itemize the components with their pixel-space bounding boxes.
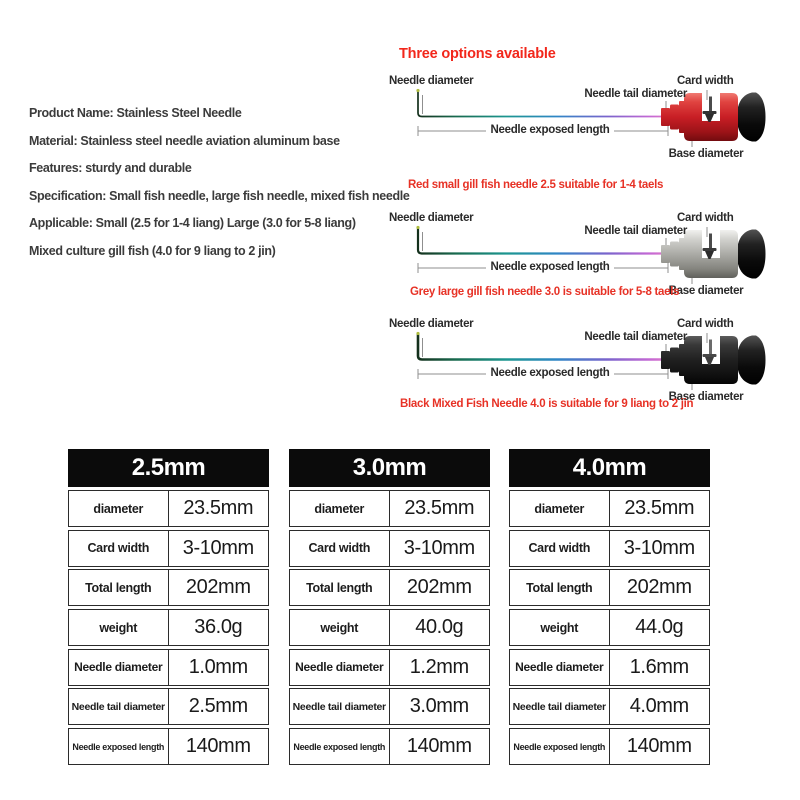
table-row bbox=[68, 609, 269, 646]
row-label: Total length bbox=[69, 570, 169, 605]
caption-black-needle: Black Mixed Fish Needle 4.0 is suitable for 9 liang to 2 jin bbox=[400, 398, 694, 410]
row-value: 2.5mm bbox=[188, 695, 248, 718]
row-label: diameter bbox=[510, 491, 610, 526]
applicable-line: Applicable: Small (2.5 for 1-4 liang) Large (3.0 for 5-8 liang) bbox=[29, 216, 356, 231]
row-value: 202mm bbox=[626, 576, 692, 599]
row-label: Needle exposed length bbox=[510, 729, 610, 764]
row-label: Needle exposed length bbox=[290, 729, 390, 764]
specification-line: Specification: Small fish needle, large fish needle, mixed fish needle bbox=[29, 188, 410, 203]
table-row bbox=[289, 688, 490, 725]
row-value: 1.0mm bbox=[188, 655, 248, 678]
options-title: Three options available bbox=[399, 46, 556, 62]
table-row bbox=[68, 530, 269, 567]
card-width-label: Card width bbox=[677, 75, 734, 87]
row-value: 3-10mm bbox=[182, 536, 254, 559]
needle-exposed-length-label: Needle exposed length bbox=[490, 366, 610, 379]
table-row bbox=[68, 728, 269, 765]
row-label: Needle diameter bbox=[510, 650, 610, 685]
row-label: diameter bbox=[290, 491, 390, 526]
needle-diameter-label: Needle diameter bbox=[389, 318, 474, 330]
spec-table-4-0mm bbox=[509, 449, 710, 765]
row-value: 202mm bbox=[406, 576, 472, 599]
spec-table-size-header: 4.0mm bbox=[509, 449, 710, 487]
knurled-knob bbox=[738, 336, 766, 385]
needle-tail-diameter-label: Needle tail diameter bbox=[584, 88, 687, 100]
row-value: 23.5mm bbox=[404, 497, 475, 519]
screw-shaft bbox=[709, 234, 712, 250]
features-line: Features: sturdy and durable bbox=[29, 161, 192, 176]
row-label: Total length bbox=[290, 570, 390, 605]
screw-head bbox=[705, 251, 714, 259]
base-diameter-label: Base diameter bbox=[668, 148, 744, 160]
product-name-line: Product Name: Stainless Steel Needle bbox=[29, 106, 242, 120]
row-label: Needle tail diameter bbox=[510, 689, 610, 724]
table-row bbox=[509, 530, 710, 567]
row-label: weight bbox=[290, 610, 390, 645]
caption-grey-needle: Grey large gill fish needle 3.0 is suitable for 5-8 taels bbox=[410, 286, 680, 298]
row-value: 36.0g bbox=[194, 616, 243, 639]
table-row bbox=[68, 688, 269, 725]
base-diameter-label: Base diameter bbox=[668, 285, 744, 297]
row-label: Needle diameter bbox=[69, 650, 169, 685]
product-info-block bbox=[29, 100, 409, 266]
row-label: Total length bbox=[510, 570, 610, 605]
screw-shaft bbox=[709, 97, 712, 113]
table-row bbox=[509, 609, 710, 646]
row-value: 140mm bbox=[185, 735, 251, 758]
knurled-knob bbox=[738, 93, 766, 142]
knurled-knob bbox=[738, 230, 766, 279]
row-label: weight bbox=[510, 610, 610, 645]
table-row bbox=[289, 649, 490, 686]
row-label: Card width bbox=[69, 531, 169, 566]
needle-tail-diameter-label: Needle tail diameter bbox=[584, 331, 687, 343]
table-row bbox=[509, 728, 710, 765]
spec-table-2-5mm bbox=[68, 449, 269, 765]
row-value: 1.2mm bbox=[409, 655, 469, 678]
spec-table-3-0mm bbox=[289, 449, 490, 765]
screw-head bbox=[705, 357, 714, 365]
needle-tip-dot bbox=[416, 226, 419, 229]
table-row bbox=[509, 490, 710, 527]
row-value: 1.6mm bbox=[629, 655, 689, 678]
table-row bbox=[289, 609, 490, 646]
needle-tail-diameter-label: Needle tail diameter bbox=[584, 225, 687, 237]
needle-tip-dot bbox=[416, 89, 419, 92]
table-row bbox=[509, 649, 710, 686]
spec-table-size-header: 2.5mm bbox=[68, 449, 269, 487]
screw-shaft bbox=[709, 340, 712, 356]
card-width-label: Card width bbox=[677, 212, 734, 224]
row-value: 40.0g bbox=[415, 616, 464, 639]
screw-head bbox=[705, 114, 714, 122]
needle-diameter-label: Needle diameter bbox=[389, 75, 474, 87]
needle-exposed-length-label: Needle exposed length bbox=[490, 123, 610, 136]
row-value: 3-10mm bbox=[623, 536, 695, 559]
row-label: Needle exposed length bbox=[69, 729, 169, 764]
row-value: 140mm bbox=[626, 735, 692, 758]
table-row bbox=[509, 688, 710, 725]
table-row bbox=[68, 649, 269, 686]
row-value: 44.0g bbox=[635, 616, 684, 639]
row-label: Needle tail diameter bbox=[290, 689, 390, 724]
material-line: Material: Stainless steel needle aviation aluminum base bbox=[29, 133, 340, 148]
base-diameter-label: Base diameter bbox=[668, 391, 744, 403]
card-width-label: Card width bbox=[677, 318, 734, 330]
row-label: Card width bbox=[290, 531, 390, 566]
needle-tip-dot bbox=[416, 332, 419, 335]
table-row bbox=[289, 728, 490, 765]
row-value: 23.5mm bbox=[183, 497, 254, 519]
row-label: Card width bbox=[510, 531, 610, 566]
row-label: diameter bbox=[69, 491, 169, 526]
needle-exposed-length-label: Needle exposed length bbox=[490, 260, 610, 273]
table-row bbox=[68, 490, 269, 527]
row-value: 23.5mm bbox=[624, 497, 695, 519]
row-value: 3-10mm bbox=[403, 536, 475, 559]
row-value: 202mm bbox=[185, 576, 251, 599]
caption-red-needle: Red small gill fish needle 2.5 suitable for 1-4 taels bbox=[408, 179, 664, 191]
table-row bbox=[289, 530, 490, 567]
row-value: 3.0mm bbox=[409, 695, 469, 718]
diagram-red-needle bbox=[385, 75, 797, 175]
table-row bbox=[289, 490, 490, 527]
table-row bbox=[68, 569, 269, 606]
row-value: 140mm bbox=[406, 735, 472, 758]
table-row bbox=[289, 569, 490, 606]
row-label: Needle tail diameter bbox=[69, 689, 169, 724]
needle-diameter-label: Needle diameter bbox=[389, 212, 474, 224]
table-row bbox=[509, 569, 710, 606]
row-value: 4.0mm bbox=[629, 695, 689, 718]
row-label: weight bbox=[69, 610, 169, 645]
spec-table-size-header: 3.0mm bbox=[289, 449, 490, 487]
mixed-culture-line: Mixed culture gill fish (4.0 for 9 liang to 2 jin) bbox=[29, 243, 276, 258]
row-label: Needle diameter bbox=[290, 650, 390, 685]
